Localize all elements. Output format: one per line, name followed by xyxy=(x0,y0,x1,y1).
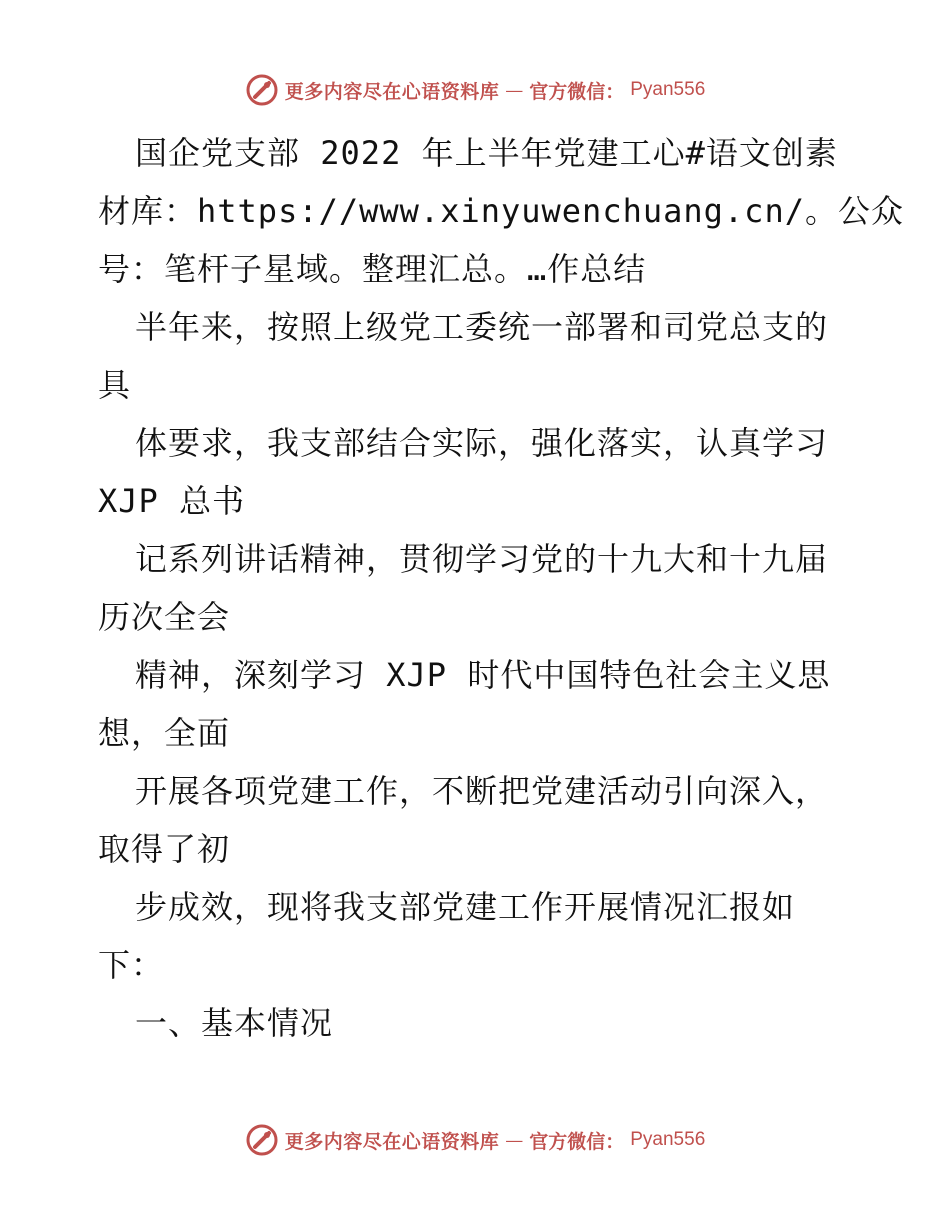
footer-brand-text: 更多内容尽在心语资料库 xyxy=(284,1130,500,1153)
doc-line: 半年来，按照上级党工委统一部署和司党总支的 xyxy=(135,308,829,346)
brush-circle-logo-icon xyxy=(245,73,279,107)
doc-line: 取得了初 xyxy=(98,830,231,868)
brush-circle-logo-icon xyxy=(245,1123,279,1157)
doc-line: 记系列讲话精神，贯彻学习党的十九大和十九届 xyxy=(135,540,829,578)
doc-line: XJP 总书 xyxy=(98,482,246,520)
doc-line: 开展各项党建工作，不断把党建活动引向深入， xyxy=(135,772,829,810)
doc-line: 具 xyxy=(98,366,132,404)
header-dash: — xyxy=(505,79,524,101)
doc-line: 体要求，我支部结合实际，强化落实，认真学习 xyxy=(135,424,829,462)
document-body xyxy=(98,124,904,1052)
footer-wechat-id: Pyan556 xyxy=(630,1129,706,1150)
doc-line: 精神，深刻学习 XJP 时代中国特色社会主义思 xyxy=(135,656,831,694)
header-brand-text: 更多内容尽在心语资料库 xyxy=(284,80,500,103)
doc-line: 下： xyxy=(98,946,165,984)
doc-line: 号：笔杆子星域。整理汇总。…作总结 xyxy=(98,250,647,288)
doc-line: 材库：https://www.xinyuwenchuang.cn/。公众 xyxy=(98,192,904,230)
header-banner xyxy=(0,70,950,110)
doc-line: 想，全面 xyxy=(98,714,231,752)
doc-line: 国企党支部 2022 年上半年党建工心#语文创素 xyxy=(135,134,838,172)
header-wechat-id: Pyan556 xyxy=(630,79,706,100)
footer-banner xyxy=(0,1120,950,1160)
footer-dash: — xyxy=(505,1129,524,1151)
footer-wechat-label: 官方微信： xyxy=(529,1130,625,1153)
header-wechat-label: 官方微信： xyxy=(529,80,625,103)
doc-line: 历次全会 xyxy=(98,598,231,636)
section-heading: 一、基本情况 xyxy=(135,1004,334,1042)
doc-line: 步成效，现将我支部党建工作开展情况汇报如 xyxy=(135,888,796,926)
